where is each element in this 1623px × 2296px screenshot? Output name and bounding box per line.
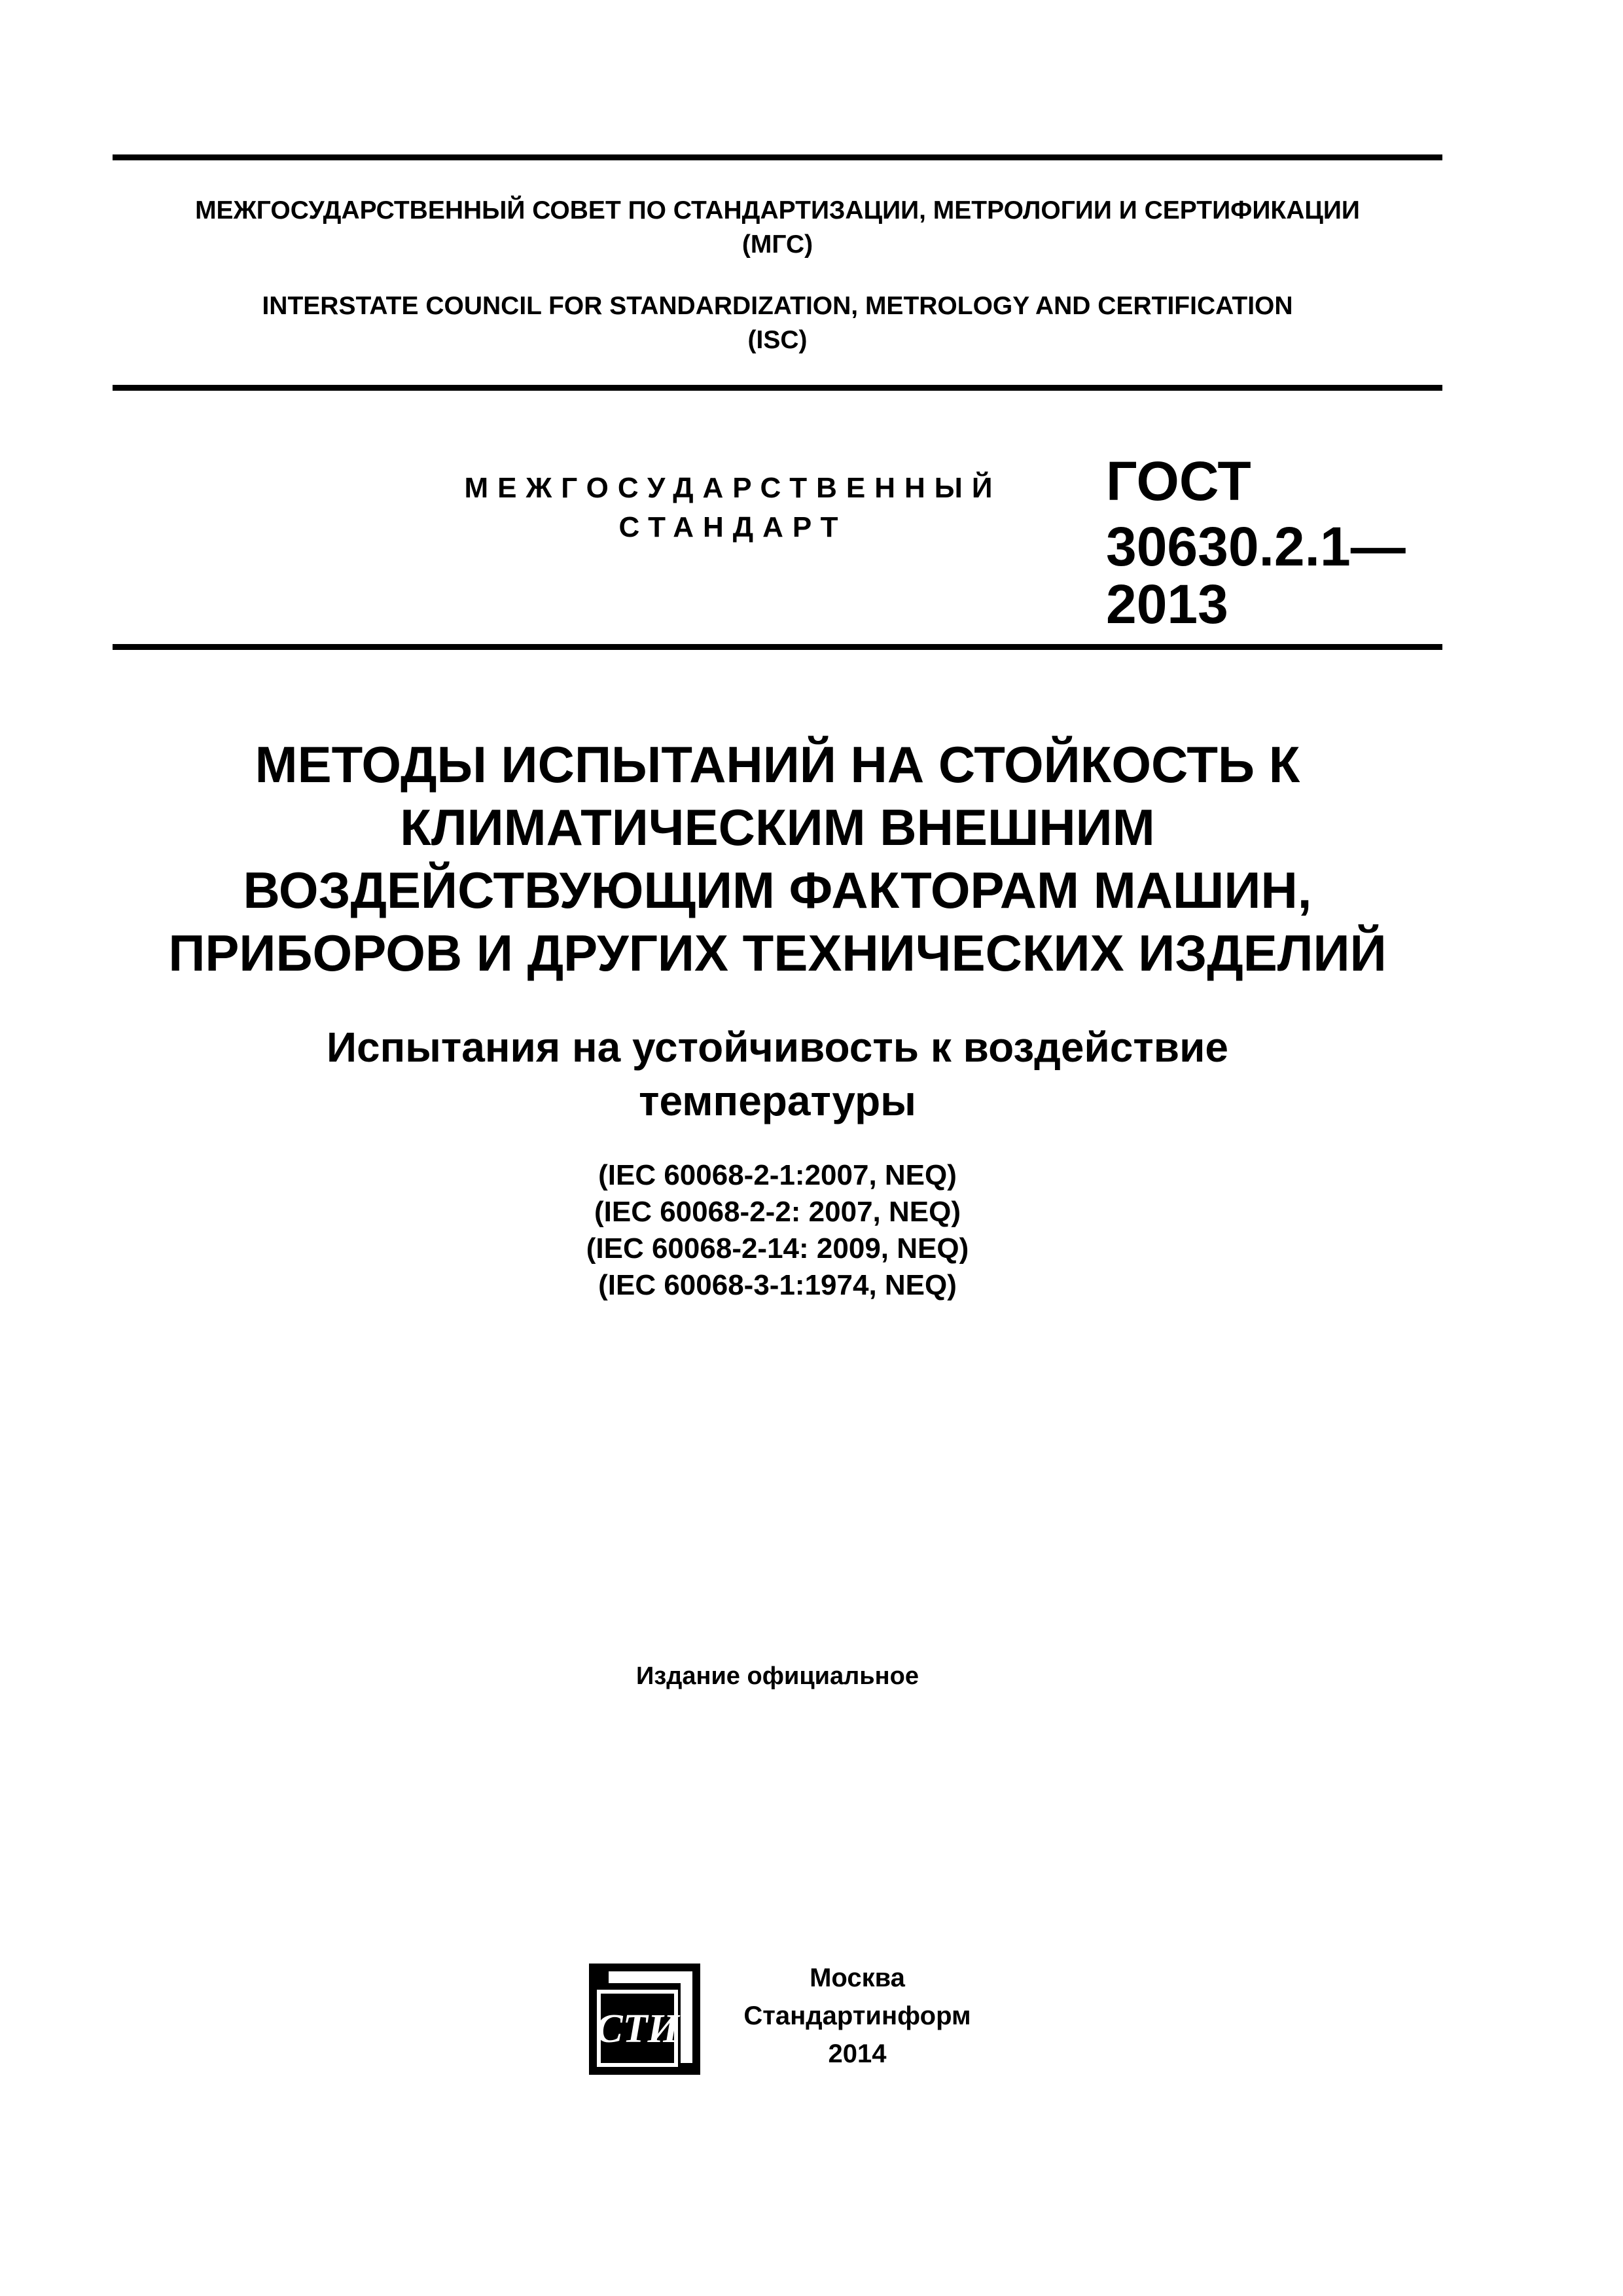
iec-reference: (IEC 60068-2-1:2007, NEQ) <box>598 1159 957 1191</box>
publisher-name: Стандартинформ <box>743 2001 971 2030</box>
designation-rule <box>113 644 1442 650</box>
publisher-year: 2014 <box>828 2039 887 2068</box>
document-subtitle-line: Испытания на устойчивость к воздействие <box>327 1024 1228 1071</box>
edition-note: Издание официальное <box>636 1662 919 1690</box>
publisher-city: Москва <box>810 1964 905 1992</box>
council-abbr-ru: (МГС) <box>741 230 813 259</box>
standard-type-line1: МЕЖГОСУДАРСТВЕННЫЙ <box>464 472 1002 504</box>
iec-reference: (IEC 60068-2-2: 2007, NEQ) <box>594 1196 961 1228</box>
document-title-line: ВОЗДЕЙСТВУЮЩИМ ФАКТОРАМ МАШИН, <box>243 861 1312 919</box>
iec-reference: (IEC 60068-2-14: 2009, NEQ) <box>586 1232 969 1265</box>
council-name-ru: МЕЖГОСУДАРСТВЕННЫЙ СОВЕТ ПО СТАНДАРТИЗАЦИИ, МЕТРОЛОГИИ И СЕРТИФИКАЦИИ <box>195 196 1360 224</box>
gost-label: ГОСТ <box>1106 450 1251 512</box>
document-title-line: ПРИБОРОВ И ДРУГИХ ТЕХНИЧЕСКИХ ИЗДЕЛИЙ <box>168 924 1387 982</box>
top-rule <box>113 154 1442 160</box>
standartinform-logo-icon <box>589 1964 700 2075</box>
council-name-en: INTERSTATE COUNCIL FOR STANDARDIZATION, METROLOGY AND CERTIFICATION <box>262 292 1293 320</box>
gost-number: 30630.2.1— <box>1106 516 1406 577</box>
header-rule <box>113 385 1442 391</box>
document-title-line: МЕТОДЫ ИСПЫТАНИЙ НА СТОЙКОСТЬ К <box>255 736 1300 793</box>
document-subtitle-line: температуры <box>639 1077 916 1124</box>
iec-reference: (IEC 60068-3-1:1974, NEQ) <box>598 1269 957 1301</box>
gost-year: 2013 <box>1106 573 1228 635</box>
svg-text:СТИ: СТИ <box>596 2007 679 2051</box>
council-abbr-en: (ISC) <box>747 326 808 354</box>
document-title-line: КЛИМАТИЧЕСКИМ ВНЕШНИМ <box>400 798 1155 856</box>
standard-type-line2: СТАНДАРТ <box>618 511 847 543</box>
